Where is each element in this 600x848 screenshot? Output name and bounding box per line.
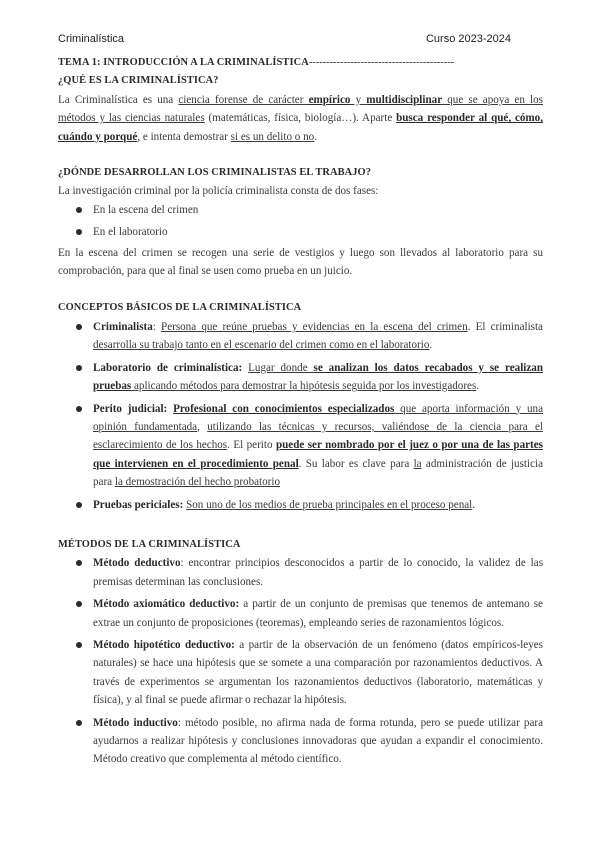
section-heading-donde: ¿DÓNDE DESARROLLAN LOS CRIMINALISTAS EL TRABAJO? xyxy=(58,167,372,179)
list-item: En el laboratorio xyxy=(58,223,543,241)
bullet-icon xyxy=(76,601,82,607)
concept-criminalista: Criminalista: Persona que reúne pruebas y evidencias en la escena del crimen. El criminalista desarrolla su trabajo tanto en el escenario del crimen como en el laboratorio. xyxy=(58,318,543,355)
list-item: En la escena del crimen xyxy=(58,201,543,219)
method-deductivo: Método deductivo: encontrar principios desconocidos a partir de lo conocido, la validez de las premisas determinan las conclusiones. xyxy=(58,554,543,591)
bullet-icon xyxy=(76,720,82,726)
document-body xyxy=(58,54,543,773)
concept-pruebas: Pruebas periciales: Son uno de los medios de prueba principales en el proceso penal. xyxy=(58,496,543,514)
definition-paragraph: La Criminalística es una ciencia forense de carácter empírico y multidisciplinar que se apoya en los métodos y las ciencias naturales (matemáticas, física, biología…). Aparte busca responder al qué, cómo, cuándo y porqué, e intenta demostrar si es un delito o no. xyxy=(58,93,543,143)
bullet-icon xyxy=(76,560,82,566)
bullet-icon xyxy=(76,207,82,213)
method-inductivo: Método inductivo: método posible, no afirma nada de forma rotunda, pero se puede utilizar para ayudarnos a realizar hipótesis y conclusiones innovadoras que ayudan a expandir el conocimiento. Método creativo que complementa al método científico. xyxy=(58,714,543,769)
methods-list xyxy=(58,554,543,768)
concept-laboratorio: Laboratorio de criminalística: Lugar donde se analizan los datos recabados y se realizan pruebas aplicando métodos para demostrar la hipótesis seguida por los investigadores. xyxy=(58,359,543,396)
bullet-icon xyxy=(76,365,82,371)
donde-closing: En la escena del crimen se recogen una serie de vestigios y luego son llevados al laboratorio para su comprobación, para que al final se usen como prueba en un juicio. xyxy=(58,246,543,278)
concept-perito: Perito judicial: Profesional con conocimientos especializados que aporta información y una opinión fundamentada, utilizando las técnicas y recursos, valiéndose de la ciencia para el esclarecimiento de los hechos. El perito puede ser nombrado por el juez o por una de las partes que intervienen en el procedimiento penal. Su labor es clave para la administración de justicia para la demostración del hecho probatorio xyxy=(58,400,543,492)
bullet-icon xyxy=(76,229,82,235)
header-course: Curso 2023-2024 xyxy=(425,33,511,45)
tema-title: TEMA 1: INTRODUCCIÓN A LA CRIMINALÍSTICA------------------------------------------ xyxy=(58,57,455,68)
section-heading-metodos: MÉTODOS DE LA CRIMINALÍSTICA xyxy=(58,538,241,550)
donde-intro: La investigación criminal por la policía criminalista consta de dos fases: xyxy=(58,185,379,198)
bullet-icon xyxy=(76,406,82,412)
method-hipotetico: Método hipotético deductivo: a partir de la observación de un fenómeno (datos empíricos-leyes naturales) se hace una hipótesis que se somete a una comparación por razonamientos deductivos. A través de experimentos se argumentan los razonamientos deductivos (laboratorio, matemáticas y física), y al final se puede afirmar o rechazar la hipótesis. xyxy=(58,636,543,710)
bullet-icon xyxy=(76,502,82,508)
method-axiomatico: Método axiomático deductivo: a partir de un conjunto de premisas que tenemos de antemano se extrae un conjunto de proposiciones (teoremas), empleando series de razonamientos lógicos. xyxy=(58,595,543,632)
section-heading-conceptos: CONCEPTOS BÁSICOS DE LA CRIMINALÍSTICA xyxy=(58,302,302,314)
header-subject: Criminalística xyxy=(58,33,125,45)
concepts-list xyxy=(58,318,543,514)
phases-list xyxy=(58,201,543,242)
bullet-icon xyxy=(76,324,82,330)
section-heading-que-es: ¿QUÉ ES LA CRIMINALÍSTICA? xyxy=(58,75,219,87)
bullet-icon xyxy=(76,642,82,648)
